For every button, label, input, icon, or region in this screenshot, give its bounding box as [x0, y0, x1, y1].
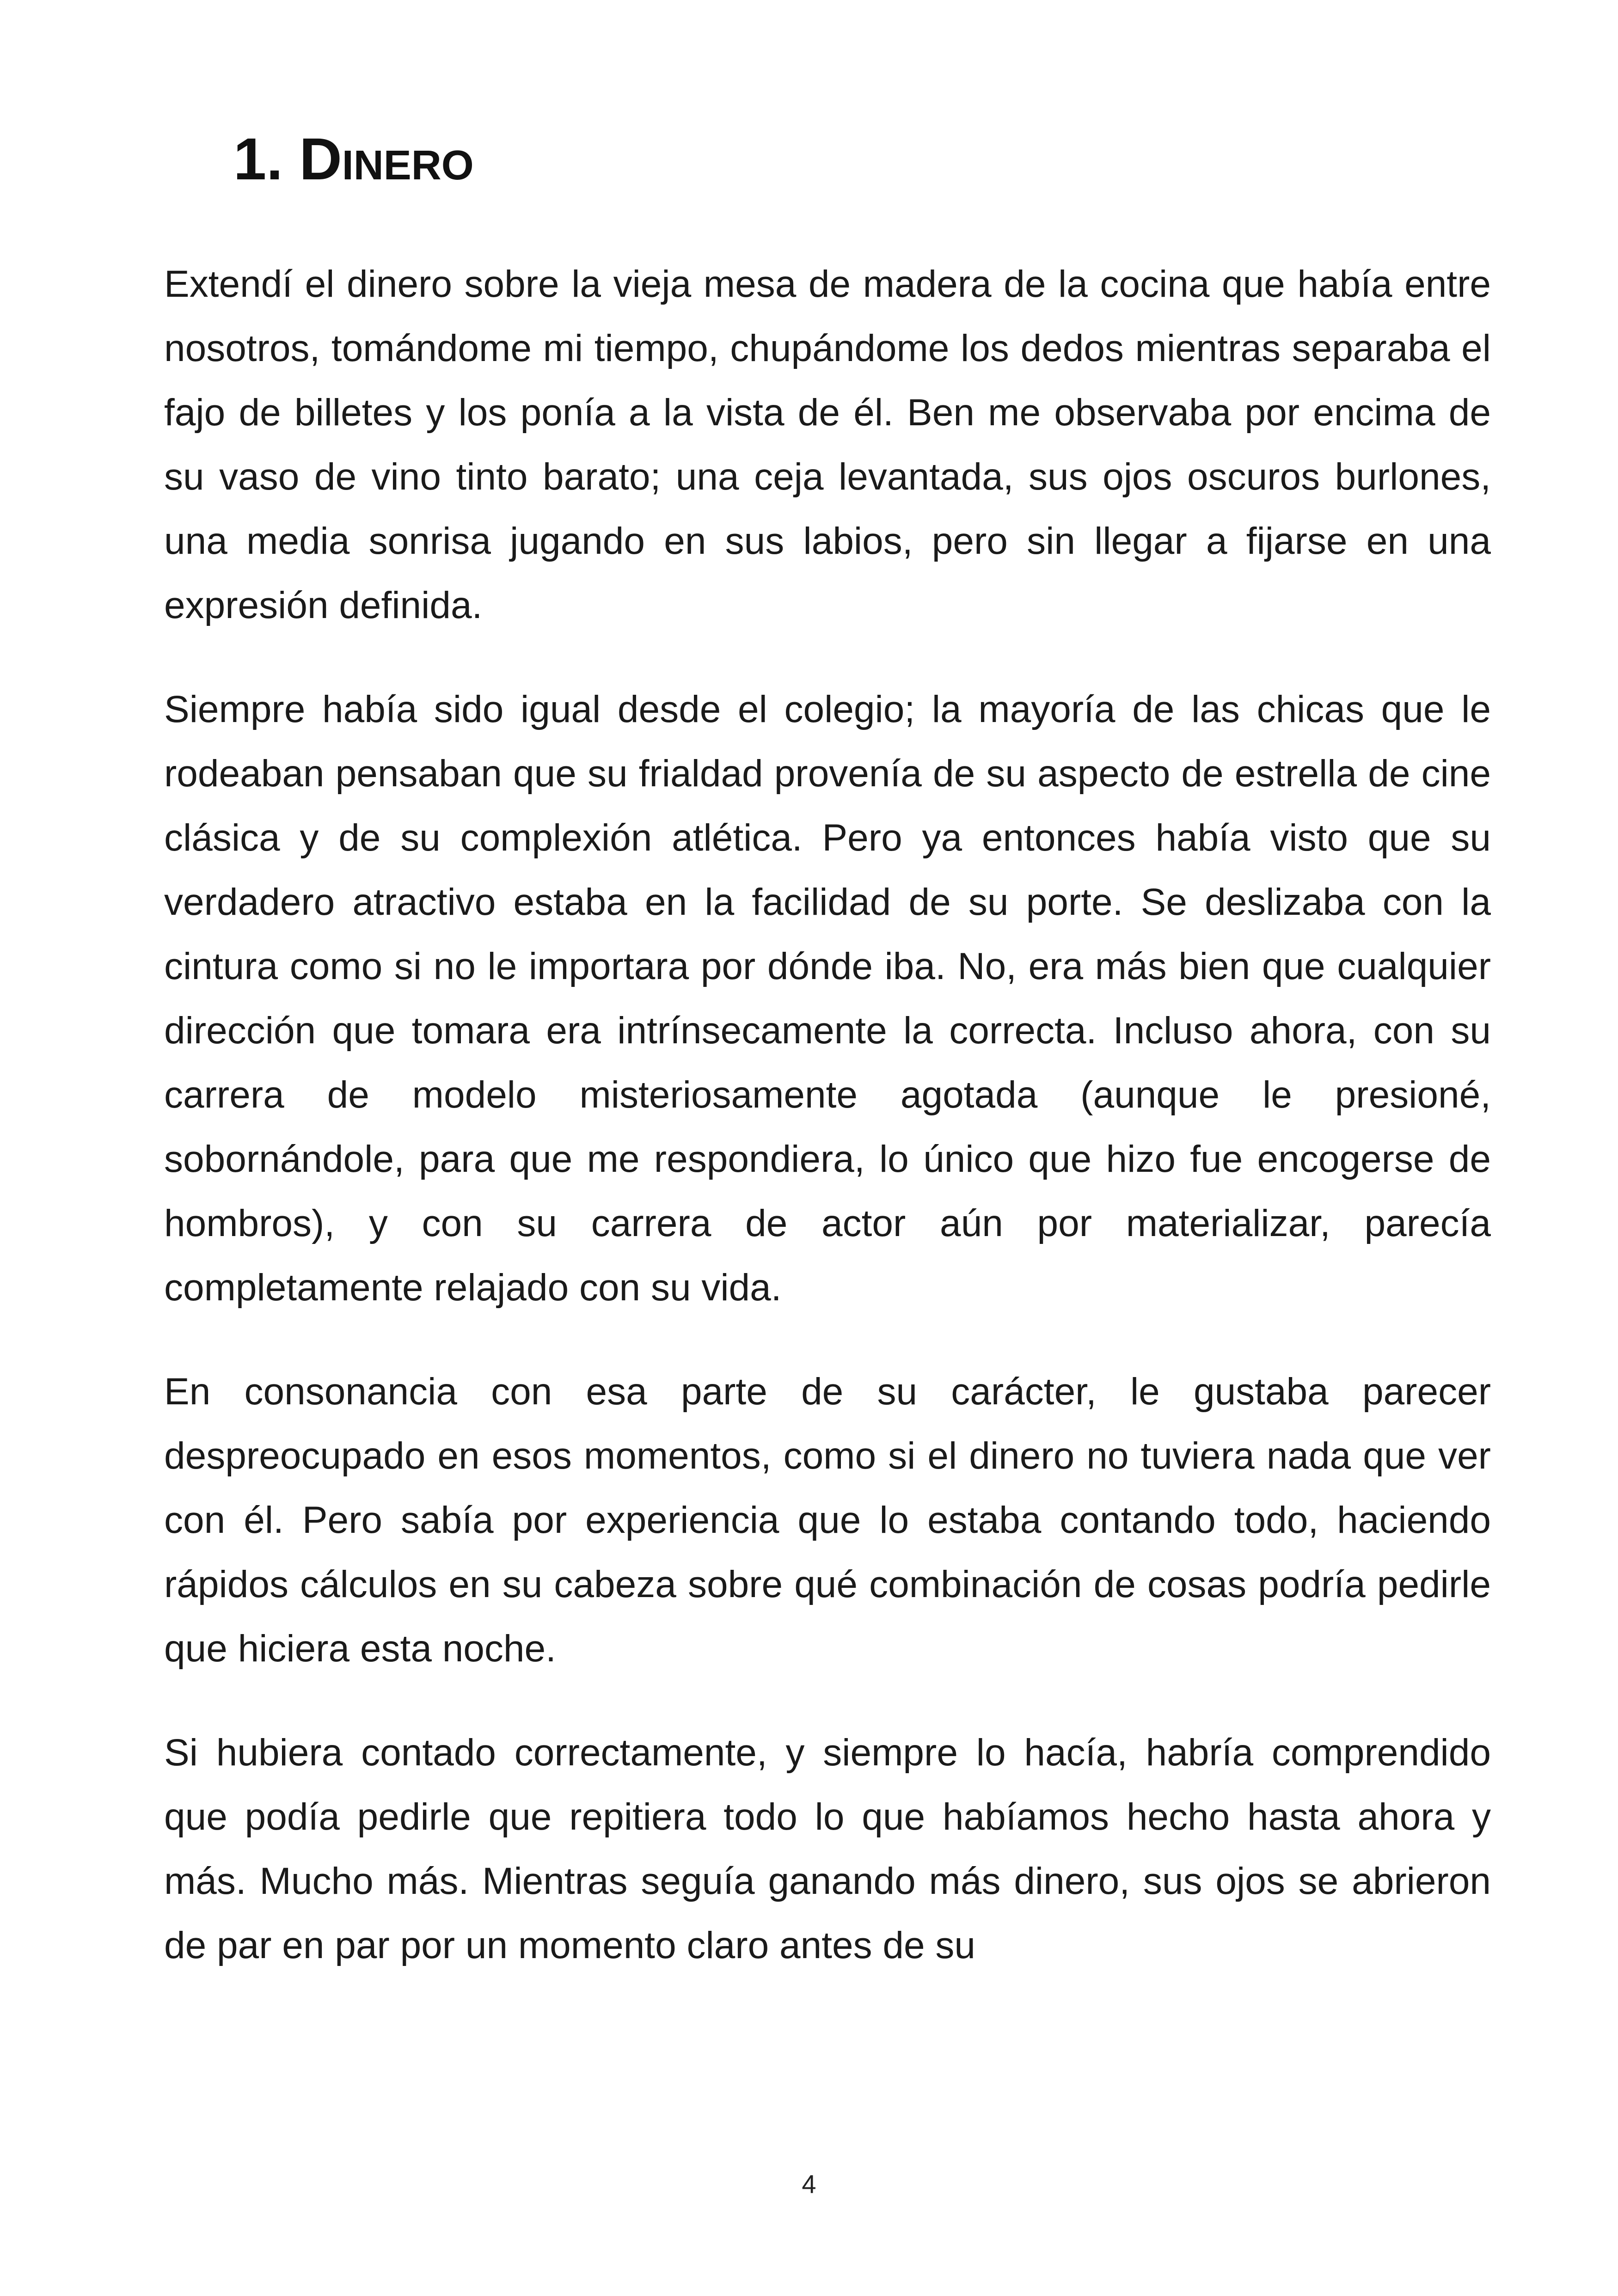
- chapter-number: 1.: [233, 126, 283, 192]
- paragraph: Extendí el dinero sobre la vieja mesa de madera de la cocina que había entre nosotros, tomándome mi tiempo, chupándome los dedos mientras separaba el fajo de billetes y los ponía a la vista de él. Ben me observaba por encima de su vaso de vino tinto barato; una ceja levantada, sus ojos oscuros burlones, una media sonrisa jugando en sus labios, pero sin llegar a fijarse en una expresión definida.: [164, 263, 1491, 626]
- chapter-title: [233, 125, 474, 194]
- chapter-body: [164, 252, 1491, 2017]
- paragraph: Si hubiera contado correctamente, y siempre lo hacía, habría comprendido que podía pedirle que repitiera todo lo que habíamos hecho hasta ahora y más. Mucho más. Mientras seguía ganando más dinero, sus ojos se abrieron de par en par por un momento claro antes de su: [164, 1732, 1491, 1966]
- paragraph: Siempre había sido igual desde el colegio; la mayoría de las chicas que le rodeaban pensaban que su frialdad provenía de su aspecto de estrella de cine clásica y de su complexión atlética. Pero ya entonces había visto que su verdadero atractivo estaba en la facilidad de su porte. Se deslizaba con la cintura como si no le importara por dónde iba. No, era más bien que cualquier dirección que tomara era intrínsecamente la correcta. Incluso ahora, con su carrera de modelo misteriosamente agotada (aunque le presioné, sobornándole, para que me respondiera, lo único que hizo fue encogerse de hombros), y con su carrera de actor aún por materializar, parecía completamente relajado con su vida.: [164, 688, 1491, 1309]
- page-number: 4: [802, 2169, 816, 2198]
- chapter-name: Dinero: [299, 126, 474, 192]
- paragraph: En consonancia con esa parte de su carácter, le gustaba parecer despreocupado en esos momentos, como si el dinero no tuviera nada que ver con él. Pero sabía por experiencia que lo estaba contando todo, haciendo rápidos cálculos en su cabeza sobre qué combinación de cosas podría pedirle que hiciera esta noche.: [164, 1371, 1491, 1670]
